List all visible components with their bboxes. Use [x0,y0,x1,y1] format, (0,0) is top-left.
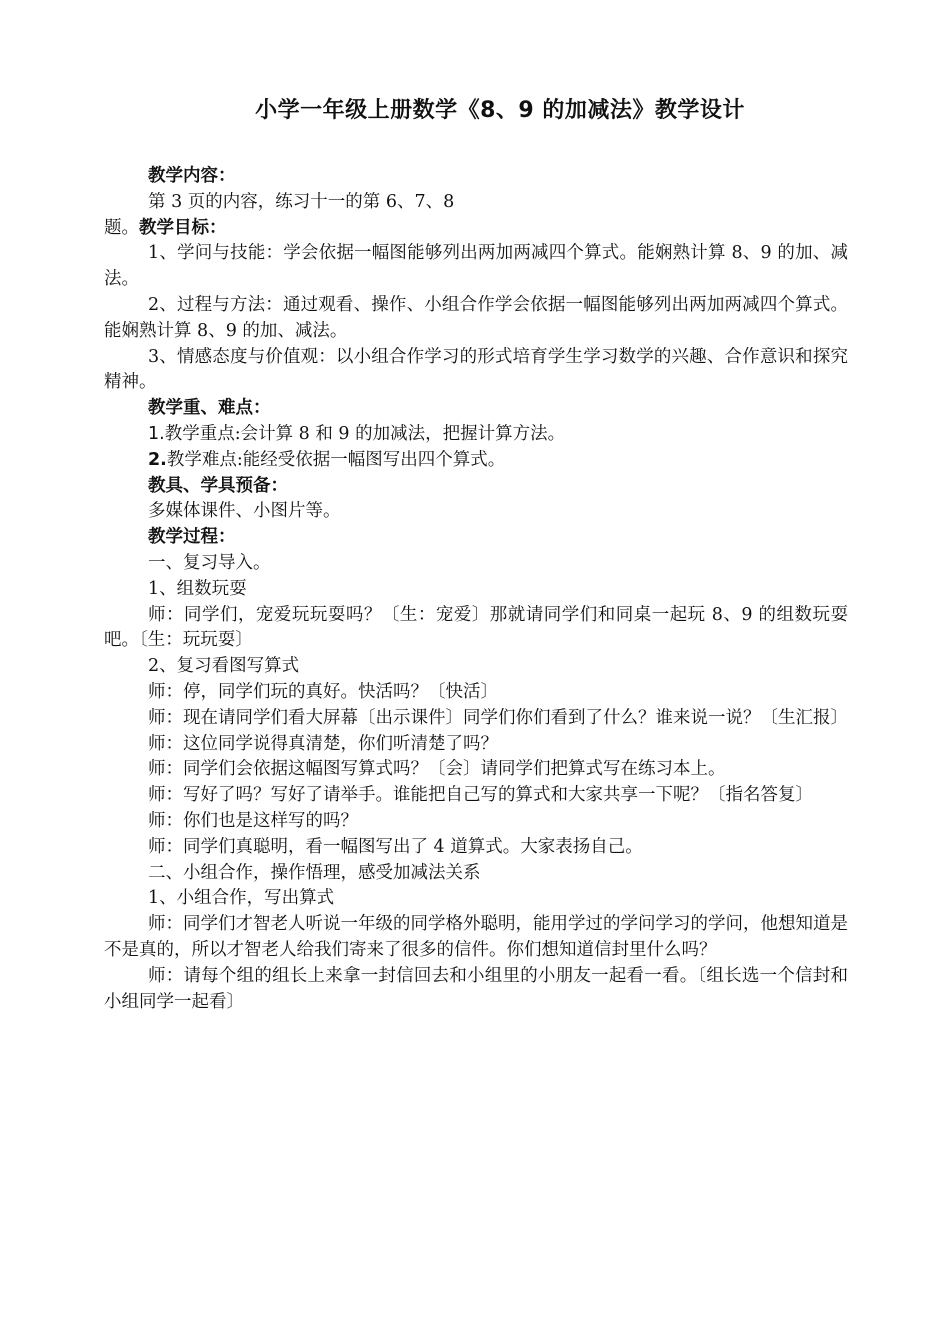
document-title: 小学一年级上册数学《8、9 的加减法》教学设计 [255,98,745,123]
process-paragraph: 师：停，同学们玩的真好。快活吗？〔快活〕 [148,681,498,702]
process-paragraph: 2、复习看图写算式 [148,656,300,677]
key-heading: 教学重、难点： [148,398,271,419]
goal-2: 2、过程与方法：通过观看、操作、小组合作学会依据一幅图能够列出两加两减四个算式。能娴熟计算 8、9 的加、减法。 [104,294,848,341]
content-heading-line [104,164,848,190]
process-heading-line [104,525,848,551]
goal-3: 3、情感态度与价值观：以小组合作学习的形式培育学生学习数学的兴趣、合作意识和探究精神。 [104,346,848,393]
content-suffix: 题。 [104,217,139,238]
process-paragraph: 师：你们也是这样写的吗？ [148,810,358,831]
process-paragraph: 师：写好了吗？写好了请举手。谁能把自己写的算式和大家共享一下呢？〔指名答复〕 [148,785,813,806]
content-text-main: 第 3 页的内容，练习十一的第 6、7、8 [148,191,455,212]
tools-text: 多媒体课件、小图片等。 [148,501,341,522]
tools-heading-line [104,474,848,500]
key-point-2-text: 教学难点:能经受依据一幅图写出四个算式。 [166,449,506,470]
tools-heading: 教具、学具预备： [148,475,288,496]
process-paragraph: 师：这位同学说得真清楚，你们听清楚了吗？ [148,733,498,754]
process-paragraph: 师：同学们真聪明，看一幅图写出了 4 道算式。大家表扬自己。 [148,836,643,857]
key-heading-line [104,396,848,422]
key-point-2 [104,448,848,474]
process-paragraph: 一、复习导入。 [148,552,271,573]
goal-1: 1、学问与技能：学会依据一幅图能够列出两加两减四个算式。能娴熟计算 8、9 的加、减法。 [104,243,848,290]
key-point-2-number: 2. [148,449,167,470]
key-point-1 [104,422,848,448]
process-paragraph: 师：同学们，宠爱玩玩耍吗？〔生：宠爱〕那就请同学们和同桌一起玩 8、9 的组数玩耍吧。〔生：玩玩耍〕 [104,604,848,651]
key-point-1-text: 教学重点:会计算 8 和 9 的加减法，把握计算方法。 [164,423,566,444]
goals-heading: 教学目标： [139,217,227,238]
content-text [104,190,848,216]
process-paragraph: 师：同学们才智老人听说一年级的同学格外聪明，能用学过的学问学习的学问，他想知道是不是真的，所以才智老人给我们寄来了很多的信件。你们想知道信封里什么吗？ [104,914,848,960]
process-paragraph: 二、小组合作，操作悟理，感受加减法关系 [148,862,481,883]
process-paragraph: 师：现在请同学们看大屏幕〔出示课件〕同学们你们看到了什么？谁来说一说？〔生汇报〕 [148,707,848,728]
key-point-1-number: 1. [148,423,165,444]
process-heading: 教学过程： [148,527,236,548]
process-paragraph: 师：请每个组的组长上来拿一封信回去和小组里的小朋友一起看一看。〔组长选一个信封和小组同学一起看〕 [104,965,848,1012]
process-paragraph: 1、组数玩耍 [148,578,247,599]
content-heading: 教学内容： [148,166,236,186]
goals-heading-line [104,216,848,242]
document-body [104,164,848,1015]
process-paragraph: 师：同学们会依据这幅图写算式吗？〔会〕请同学们把算式写在练习本上。 [148,759,726,780]
process-paragraph: 1、小组合作，写出算式 [148,888,335,909]
